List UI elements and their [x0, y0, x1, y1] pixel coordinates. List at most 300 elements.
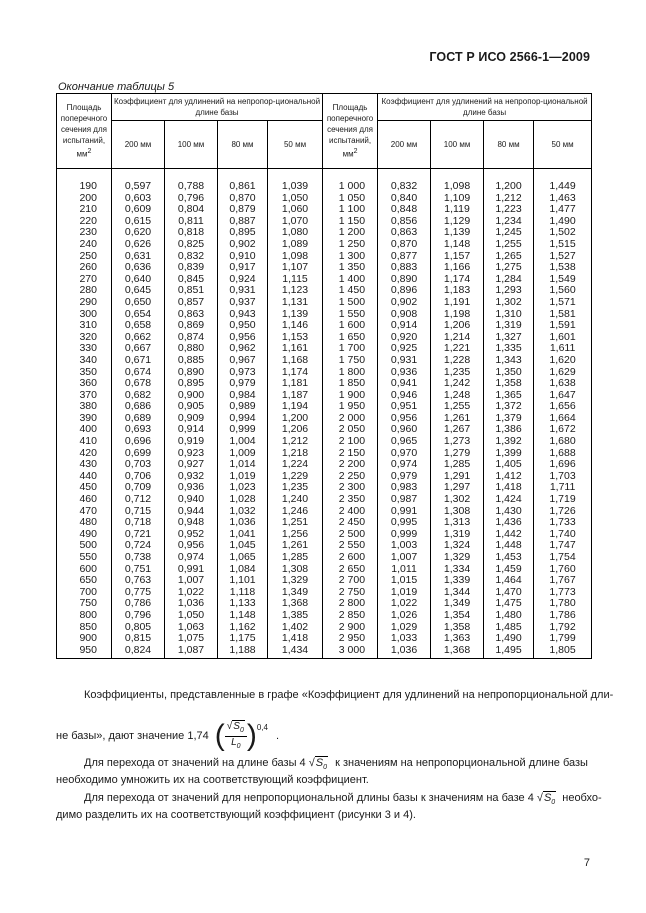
table-cell: 1,284: [484, 274, 534, 286]
table-cell: 1 600: [323, 320, 378, 332]
table-cell: 1,246: [268, 506, 323, 518]
table-cell: 0,950: [218, 320, 268, 332]
table-cell: 1,041: [218, 529, 268, 541]
table-cell: 1,036: [378, 645, 431, 659]
table-cell: 3 000: [323, 645, 378, 659]
table-cell: 1,139: [268, 309, 323, 321]
table-cell: 650: [57, 575, 112, 587]
table-cell: 1,302: [431, 494, 484, 506]
table-cell: 0,917: [218, 262, 268, 274]
table-cell: 1,248: [431, 390, 484, 402]
table-cell: 1,339: [431, 575, 484, 587]
table-cell: 1 100: [323, 204, 378, 216]
table-cell: 1,089: [268, 239, 323, 251]
table-cell: 0,775: [112, 587, 165, 599]
table-cell: 0,910: [218, 251, 268, 263]
col-label: 50 мм: [268, 121, 323, 169]
table-row: [57, 610, 592, 622]
table-cell: 1 650: [323, 332, 378, 344]
table-cell: 1,036: [218, 517, 268, 529]
table-cell: 1,747: [534, 540, 592, 552]
table-cell: 390: [57, 413, 112, 425]
table-cell: 2 650: [323, 564, 378, 576]
table-cell: 1,157: [431, 251, 484, 263]
table-cell: 1,786: [534, 610, 592, 622]
table-cell: 1,327: [484, 332, 534, 344]
table-cell: 1,703: [534, 471, 592, 483]
table-cell: 1,029: [378, 622, 431, 634]
table-cell: 310: [57, 320, 112, 332]
table-cell: 1 700: [323, 343, 378, 355]
table-cell: 0,925: [378, 343, 431, 355]
table-cell: 1,229: [268, 471, 323, 483]
table-cell: 0,991: [165, 564, 218, 576]
table-cell: 0,721: [112, 529, 165, 541]
table-cell: 1,200: [484, 181, 534, 193]
table-cell: 1,087: [165, 645, 218, 659]
table-cell: 460: [57, 494, 112, 506]
table-cell: 0,763: [112, 575, 165, 587]
table-row: [57, 239, 592, 251]
table-cell: 1,028: [218, 494, 268, 506]
table-cell: 1,477: [534, 204, 592, 216]
table-cell: 2 300: [323, 482, 378, 494]
table-cell: 200: [57, 193, 112, 205]
table-cell: 1,218: [268, 448, 323, 460]
table-cell: 0,887: [218, 216, 268, 228]
table-cell: 1,242: [431, 378, 484, 390]
table-cell: 0,715: [112, 506, 165, 518]
table-cell: 380: [57, 401, 112, 413]
col-label: 80 мм: [484, 121, 534, 169]
table-cell: 1,084: [218, 564, 268, 576]
table-cell: 1,009: [218, 448, 268, 460]
table-cell: 0,645: [112, 285, 165, 297]
table-cell: 1 550: [323, 309, 378, 321]
table-cell: 1,119: [431, 204, 484, 216]
table-cell: 0,863: [378, 227, 431, 239]
table-cell: 1,007: [378, 552, 431, 564]
table-cell: 1,760: [534, 564, 592, 576]
table-cell: 0,839: [165, 262, 218, 274]
table-cell: 0,751: [112, 564, 165, 576]
table-cell: 410: [57, 436, 112, 448]
table-cell: 1,235: [268, 482, 323, 494]
table-cell: 0,856: [378, 216, 431, 228]
table-cell: 0,919: [165, 436, 218, 448]
table-cell: 1,379: [484, 413, 534, 425]
table-cell: 1,123: [268, 285, 323, 297]
table-cell: 1,275: [484, 262, 534, 274]
table-cell: 0,818: [165, 227, 218, 239]
table-cell: 400: [57, 424, 112, 436]
table-cell: 1,221: [431, 343, 484, 355]
table-caption: Окончание таблицы 5: [58, 81, 175, 93]
table-cell: 0,786: [112, 598, 165, 610]
coef-header-right: Коэффициент для удлинений на непропор-циональной длине базы: [378, 94, 592, 121]
paragraph-1-line-1: Коэффициенты, представленные в графе «Коэффициент для удлинений на непропорциональной дли-: [84, 689, 614, 701]
table-cell: 1,118: [218, 587, 268, 599]
table-cell: 0,603: [112, 193, 165, 205]
table-cell: 1,297: [431, 482, 484, 494]
table-cell: 900: [57, 633, 112, 645]
table-cell: 1,405: [484, 459, 534, 471]
table-cell: 0,937: [218, 297, 268, 309]
table-cell: 1,187: [268, 390, 323, 402]
table-cell: 0,951: [378, 401, 431, 413]
table-cell: 0,667: [112, 343, 165, 355]
table-cell: 1,780: [534, 598, 592, 610]
table-cell: 1,664: [534, 413, 592, 425]
table-cell: 1,060: [268, 204, 323, 216]
table-cell: 0,932: [165, 471, 218, 483]
table-cell: 1,026: [378, 610, 431, 622]
col-label: 100 мм: [431, 121, 484, 169]
table-cell: 0,909: [165, 413, 218, 425]
table-cell: 0,879: [218, 204, 268, 216]
table-cell: 1,313: [431, 517, 484, 529]
table-row: [57, 633, 592, 645]
table-cell: 1,261: [268, 540, 323, 552]
table-cell: 1,485: [484, 622, 534, 634]
table-cell: 0,709: [112, 482, 165, 494]
table-cell: 0,718: [112, 517, 165, 529]
table-cell: 1,688: [534, 448, 592, 460]
table-cell: 1,224: [268, 459, 323, 471]
table-cell: 1,344: [431, 587, 484, 599]
table-cell: 0,811: [165, 216, 218, 228]
table-cell: 290: [57, 297, 112, 309]
table-cell: 1,502: [534, 227, 592, 239]
table-cell: 1,188: [218, 645, 268, 659]
table-cell: 1,240: [268, 494, 323, 506]
table-cell: 360: [57, 378, 112, 390]
table-cell: 1,527: [534, 251, 592, 263]
table-cell: 1,549: [534, 274, 592, 286]
table-cell: 1,267: [431, 424, 484, 436]
table-cell: 250: [57, 251, 112, 263]
table-cell: 1,767: [534, 575, 592, 587]
table-cell: 1,740: [534, 529, 592, 541]
table-cell: 2 950: [323, 633, 378, 645]
table-cell: 1,261: [431, 413, 484, 425]
table-cell: 1 800: [323, 367, 378, 379]
table-cell: 0,902: [218, 239, 268, 251]
table-cell: 0,861: [218, 181, 268, 193]
table-cell: 0,796: [165, 193, 218, 205]
table-cell: 1,228: [431, 355, 484, 367]
table-cell: 2 500: [323, 529, 378, 541]
table-cell: 210: [57, 204, 112, 216]
table-cell: 1,308: [431, 506, 484, 518]
table-cell: 1,302: [484, 297, 534, 309]
table-cell: 0,674: [112, 367, 165, 379]
table-cell: 1,256: [268, 529, 323, 541]
table-cell: 1,181: [268, 378, 323, 390]
table-cell: 0,662: [112, 332, 165, 344]
table-cell: 0,989: [218, 401, 268, 413]
table-cell: 0,654: [112, 309, 165, 321]
table-cell: 1,036: [165, 598, 218, 610]
table-cell: 1 500: [323, 297, 378, 309]
table-cell: 1,050: [268, 193, 323, 205]
table-cell: 0,883: [378, 262, 431, 274]
table-cell: 0,706: [112, 471, 165, 483]
table-cell: 450: [57, 482, 112, 494]
table-row: [57, 436, 592, 448]
table-cell: 0,999: [378, 529, 431, 541]
table-cell: 0,851: [165, 285, 218, 297]
table-cell: 1,308: [268, 564, 323, 576]
table-cell: 750: [57, 598, 112, 610]
col-label: 200 мм: [378, 121, 431, 169]
table-cell: 1 300: [323, 251, 378, 263]
table-cell: 1,139: [431, 227, 484, 239]
table-cell: 2 900: [323, 622, 378, 634]
table-cell: 2 700: [323, 575, 378, 587]
table-cell: 1 050: [323, 193, 378, 205]
table-cell: 1,310: [484, 309, 534, 321]
table-cell: 0,956: [165, 540, 218, 552]
table-cell: 1,162: [218, 622, 268, 634]
table-cell: 1 000: [323, 181, 378, 193]
table-cell: 470: [57, 506, 112, 518]
table-cell: 1,459: [484, 564, 534, 576]
table-cell: 0,845: [165, 274, 218, 286]
table-cell: 850: [57, 622, 112, 634]
table-cell: 0,973: [218, 367, 268, 379]
table-cell: 1,022: [378, 598, 431, 610]
table-cell: 550: [57, 552, 112, 564]
table-cell: 2 200: [323, 459, 378, 471]
table-cell: 270: [57, 274, 112, 286]
table-row: [57, 320, 592, 332]
table-cell: 0,895: [218, 227, 268, 239]
table-cell: 0,636: [112, 262, 165, 274]
table-cell: 1,620: [534, 355, 592, 367]
table-cell: 0,995: [378, 517, 431, 529]
table-cell: 0,658: [112, 320, 165, 332]
table-cell: 1,291: [431, 471, 484, 483]
table-cell: 0,970: [378, 448, 431, 460]
table-cell: 2 400: [323, 506, 378, 518]
table-cell: 0,987: [378, 494, 431, 506]
table-cell: 1,386: [484, 424, 534, 436]
table-cell: 0,712: [112, 494, 165, 506]
table-cell: 0,896: [378, 285, 431, 297]
table-cell: 1,129: [431, 216, 484, 228]
coefficient-table: [56, 93, 592, 659]
table-cell: 1,349: [268, 587, 323, 599]
table-cell: 1,799: [534, 633, 592, 645]
col-label: 200 мм: [112, 121, 165, 169]
table-cell: 1,148: [218, 610, 268, 622]
table-cell: 1,680: [534, 436, 592, 448]
table-cell: 1,418: [484, 482, 534, 494]
table-cell: 1,726: [534, 506, 592, 518]
table-cell: 1,115: [268, 274, 323, 286]
table-cell: 1,571: [534, 297, 592, 309]
table-cell: 1,198: [431, 309, 484, 321]
table-cell: 0,948: [165, 517, 218, 529]
table-cell: 1,101: [218, 575, 268, 587]
table-cell: 1,638: [534, 378, 592, 390]
table-cell: 0,693: [112, 424, 165, 436]
table-cell: 1,449: [534, 181, 592, 193]
table-cell: 1,212: [268, 436, 323, 448]
table-cell: 260: [57, 262, 112, 274]
table-cell: 1,385: [268, 610, 323, 622]
table-row: [57, 297, 592, 309]
table-cell: 1,334: [431, 564, 484, 576]
table-cell: 480: [57, 517, 112, 529]
table-cell: 0,914: [165, 424, 218, 436]
table-cell: 0,960: [378, 424, 431, 436]
table-cell: 0,890: [165, 367, 218, 379]
table-cell: 1,711: [534, 482, 592, 494]
table-cell: 1,107: [268, 262, 323, 274]
table-cell: 1,358: [484, 378, 534, 390]
table-cell: 1,773: [534, 587, 592, 599]
table-cell: 1,319: [431, 529, 484, 541]
table-cell: 1,255: [431, 401, 484, 413]
table-cell: 1,011: [378, 564, 431, 576]
table-cell: 1,168: [268, 355, 323, 367]
table-cell: 0,671: [112, 355, 165, 367]
table-cell: 0,597: [112, 181, 165, 193]
table-cell: 0,979: [218, 378, 268, 390]
table-cell: 0,974: [165, 552, 218, 564]
table-cell: 0,967: [218, 355, 268, 367]
table-cell: 1,733: [534, 517, 592, 529]
table-cell: 1,672: [534, 424, 592, 436]
table-cell: 0,914: [378, 320, 431, 332]
table-cell: 1,022: [165, 587, 218, 599]
table-cell: 0,880: [165, 343, 218, 355]
table-cell: 1 950: [323, 401, 378, 413]
table-cell: 1 900: [323, 390, 378, 402]
table-cell: 0,923: [165, 448, 218, 460]
table-cell: 0,796: [112, 610, 165, 622]
table-cell: 1,463: [534, 193, 592, 205]
table-cell: 1,805: [534, 645, 592, 659]
table-cell: 1,023: [218, 482, 268, 494]
table-cell: 0,984: [218, 390, 268, 402]
table-cell: 0,983: [378, 482, 431, 494]
table-cell: 490: [57, 529, 112, 541]
table-cell: 1,448: [484, 540, 534, 552]
table-cell: 1,293: [484, 285, 534, 297]
table-cell: 340: [57, 355, 112, 367]
table-cell: 1,754: [534, 552, 592, 564]
table-cell: 0,825: [165, 239, 218, 251]
table-cell: 1,161: [268, 343, 323, 355]
table-cell: 0,724: [112, 540, 165, 552]
table-cell: 0,924: [218, 274, 268, 286]
paragraph-3-line-1: Для перехода от значений для непропорциональной длины базы к значениям на базе 4 $√S_0$ необхо-: [84, 792, 602, 807]
table-cell: 0,956: [218, 332, 268, 344]
table-cell: 1,329: [431, 552, 484, 564]
table-cell: 1,080: [268, 227, 323, 239]
table-cell: 1,075: [165, 633, 218, 645]
table-cell: 0,678: [112, 378, 165, 390]
table-cell: 0,902: [378, 297, 431, 309]
table-cell: 1 250: [323, 239, 378, 251]
table-cell: 1,611: [534, 343, 592, 355]
table-cell: 1,350: [484, 367, 534, 379]
table-cell: 0,927: [165, 459, 218, 471]
table-row: [57, 378, 592, 390]
table-cell: 1,430: [484, 506, 534, 518]
area-header-right: Площадь поперечного сечения для испытаний, $мм^2$: [323, 94, 378, 169]
table-cell: 1,245: [484, 227, 534, 239]
table-cell: 1,418: [268, 633, 323, 645]
table-cell: 1,581: [534, 309, 592, 321]
table-cell: 1,329: [268, 575, 323, 587]
table-cell: 1,647: [534, 390, 592, 402]
col-label: 80 мм: [218, 121, 268, 169]
table-cell: 1,696: [534, 459, 592, 471]
table-cell: 1,206: [431, 320, 484, 332]
table-cell: 0,832: [165, 251, 218, 263]
table-cell: 0,931: [378, 355, 431, 367]
table-cell: 330: [57, 343, 112, 355]
table-cell: 0,885: [165, 355, 218, 367]
table-cell: 1,363: [431, 633, 484, 645]
table-cell: 1,153: [268, 332, 323, 344]
table-cell: 1,349: [431, 598, 484, 610]
table-cell: 0,962: [218, 343, 268, 355]
table-cell: 0,991: [378, 506, 431, 518]
table-cell: 1,436: [484, 517, 534, 529]
table-cell: 1,656: [534, 401, 592, 413]
table-cell: 0,941: [378, 378, 431, 390]
table-cell: 230: [57, 227, 112, 239]
table-cell: 0,890: [378, 274, 431, 286]
table-cell: 1,480: [484, 610, 534, 622]
table-body: [57, 169, 592, 659]
table-cell: 0,620: [112, 227, 165, 239]
table-cell: 0,974: [378, 459, 431, 471]
table-cell: 220: [57, 216, 112, 228]
table-cell: 2 350: [323, 494, 378, 506]
table-cell: 0,699: [112, 448, 165, 460]
table-cell: 0,900: [165, 390, 218, 402]
table-cell: 1,591: [534, 320, 592, 332]
table-cell: 1,050: [165, 610, 218, 622]
table-cell: 0,615: [112, 216, 165, 228]
table-cell: 1,251: [268, 517, 323, 529]
table-cell: 700: [57, 587, 112, 599]
table-cell: 1 450: [323, 285, 378, 297]
table-cell: 1,538: [534, 262, 592, 274]
table-cell: 2 450: [323, 517, 378, 529]
table-cell: 1,560: [534, 285, 592, 297]
table-cell: 0,703: [112, 459, 165, 471]
table-cell: 0,696: [112, 436, 165, 448]
table-cell: 1,166: [431, 262, 484, 274]
table-cell: 0,848: [378, 204, 431, 216]
table-cell: 0,650: [112, 297, 165, 309]
table-cell: 1,131: [268, 297, 323, 309]
table-cell: 190: [57, 181, 112, 193]
table-cell: 1,372: [484, 401, 534, 413]
table-cell: 500: [57, 540, 112, 552]
table-cell: 0,682: [112, 390, 165, 402]
table-cell: 2 600: [323, 552, 378, 564]
table-cell: 1,285: [431, 459, 484, 471]
table-cell: 1,206: [268, 424, 323, 436]
